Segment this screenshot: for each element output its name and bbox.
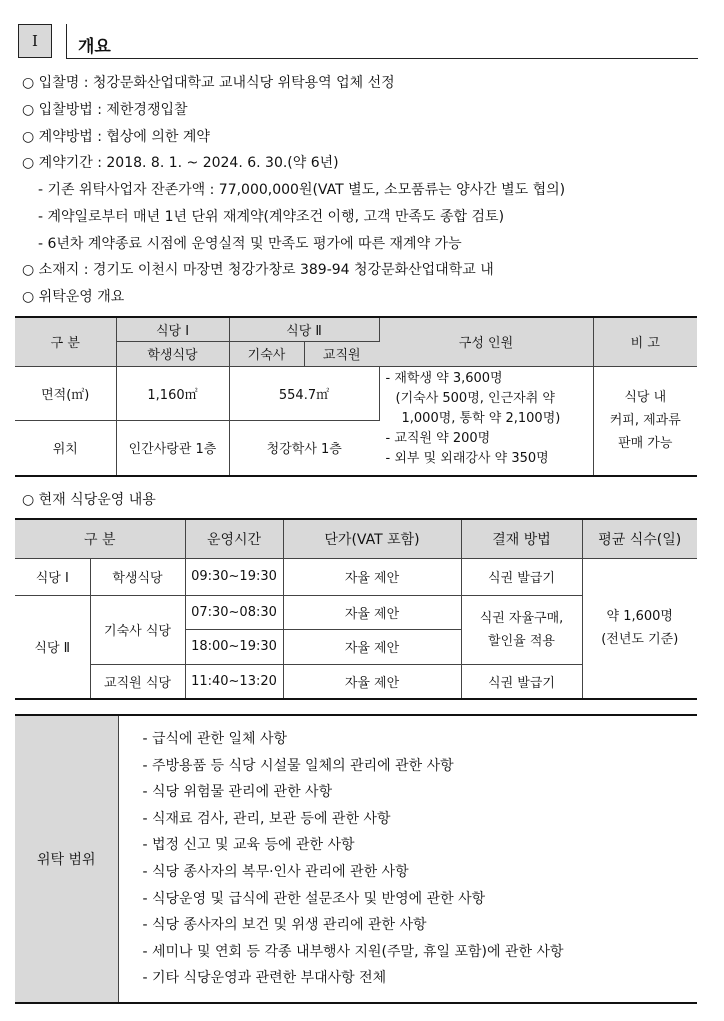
location-cafeteria-1: 인간사랑관 1층	[116, 420, 229, 476]
scope-item: - 급식에 관한 일체 사항	[142, 731, 288, 747]
bid-method-line: ○ 입찰방법 : 제한경쟁입찰	[22, 102, 188, 118]
scope-item: - 식재료 검사, 관리, 보관 등에 관한 사항	[142, 810, 391, 827]
ops-staff-cafeteria: 교직원 식당	[90, 664, 185, 699]
ops-hours-dorm-morning: 07:30~08:30	[185, 595, 283, 629]
residual-value-line: - 기존 위탁사업자 잔존가액 : 77,000,000원(VAT 별도, 소모품류는 양사간 별도 협의)	[38, 182, 566, 198]
ops-hours-student: 09:30~19:30	[185, 558, 283, 595]
ops-average-value: 약 1,600명	[606, 609, 673, 625]
note-cell	[593, 366, 697, 476]
operations-table	[15, 518, 697, 700]
ops-header-payment: 결재 방법	[461, 519, 582, 558]
members-students-detail-1: (기숙사 500명, 인근자취 약	[395, 390, 555, 406]
ops-payment-staff: 식권 발급기	[461, 664, 582, 699]
members-students-detail-2: 1,000명, 통학 약 2,100명)	[401, 410, 561, 426]
header-staff: 교직원	[304, 341, 379, 366]
scope-item: - 식당 종사자의 복무·인사 관리에 관한 사항	[142, 863, 409, 880]
scope-item: - 주방용품 등 식당 시설물 일체의 관리에 관한 사항	[142, 757, 454, 774]
scope-item: - 식당운영 및 급식에 관한 설문조사 및 반영에 관한 사항	[142, 890, 486, 907]
ops-cafeteria-2: 식당 Ⅱ	[15, 595, 90, 699]
scope-label: 위탁 범위	[15, 715, 118, 1003]
header-student-cafeteria: 학생식당	[116, 341, 229, 366]
header-cafeteria-1: 식당 Ⅰ	[116, 317, 229, 341]
area-cafeteria-2: 554.7㎡	[229, 366, 379, 420]
bid-name-line: ○ 입찰명 : 청강문화산업대학교 교내식당 위탁용역 업체 선정	[22, 75, 395, 91]
ops-payment-dorm-line-1: 식권 자율구매,	[479, 610, 564, 626]
members-external: - 외부 및 외래강사 약 350명	[385, 450, 549, 466]
header-category: 구 분	[15, 317, 116, 366]
ops-hours-staff: 11:40~13:20	[185, 664, 283, 699]
ops-average-cell	[582, 558, 697, 699]
scope-item: - 기타 식당운영과 관련한 부대사항 전체	[142, 970, 387, 987]
contract-period-line: ○ 계약기간 : 2018. 8. 1. ~ 2024. 6. 30.(약 6년)	[22, 155, 339, 171]
ops-cafeteria-1: 식당 Ⅰ	[15, 558, 90, 595]
renewal-line: - 계약일로부터 매년 1년 단위 재계약(계약조건 이행, 고객 만족도 종합 검토)	[38, 209, 505, 225]
note-line-3: 판매 가능	[618, 436, 673, 452]
contract-method-line: ○ 계약방법 : 협상에 의한 계약	[22, 129, 210, 145]
operation-overview-heading: ○ 위탁운영 개요	[22, 289, 125, 305]
ops-payment-dorm	[461, 595, 582, 664]
area-cafeteria-1: 1,160㎡	[116, 366, 229, 420]
ops-price-student: 자율 제안	[283, 558, 461, 595]
section-title: 개요	[78, 37, 111, 57]
scope-table	[15, 714, 697, 1004]
section-number: Ⅰ	[18, 24, 52, 58]
location-line: ○ 소재지 : 경기도 이천시 마장면 청강가창로 389-94 청강문화산업대학교 내	[22, 262, 494, 278]
ops-header-price: 단가(VAT 포함)	[283, 519, 461, 558]
ops-student-cafeteria: 학생식당	[90, 558, 185, 595]
ops-average-basis: (전년도 기준)	[601, 632, 679, 648]
scope-item: - 세미나 및 연회 등 각종 내부행사 지원(주말, 휴일 포함)에 관한 사항	[142, 943, 564, 960]
current-operations-heading: ○ 현재 식당운영 내용	[22, 492, 156, 508]
header-members: 구성 인원	[379, 317, 593, 366]
ops-price-dorm-morning: 자율 제안	[283, 595, 461, 629]
header-cafeteria-2: 식당 Ⅱ	[229, 317, 379, 341]
scope-item: - 법정 신고 및 교육 등에 관한 사항	[142, 837, 355, 854]
ops-dorm-cafeteria: 기숙사 식당	[90, 595, 185, 664]
members-students: - 재학생 약 3,600명	[385, 370, 503, 386]
ops-payment-dorm-line-2: 할인율 적용	[488, 633, 555, 649]
note-line-1: 식당 내	[624, 390, 667, 406]
scope-list	[118, 715, 697, 1003]
location-label: 위치	[15, 420, 116, 476]
scope-item: - 식당 위험물 관리에 관한 사항	[142, 784, 333, 801]
area-label: 면적(㎡)	[15, 366, 116, 420]
header-dorm: 기숙사	[229, 341, 304, 366]
overview-table	[15, 316, 697, 477]
section-header-bar	[66, 24, 698, 59]
ops-price-staff: 자율 제안	[283, 664, 461, 699]
ops-header-hours: 운영시간	[185, 519, 283, 558]
members-staff: - 교직원 약 200명	[385, 430, 491, 446]
note-line-2: 커피, 제과류	[609, 413, 681, 429]
ops-header-average: 평균 식수(일)	[582, 519, 697, 558]
location-cafeteria-2: 청강학사 1층	[229, 420, 379, 476]
ops-payment-student: 식권 발급기	[461, 558, 582, 595]
ops-hours-dorm-evening: 18:00~19:30	[185, 629, 283, 664]
ops-header-category: 구 분	[15, 519, 185, 558]
header-note: 비 고	[593, 317, 697, 366]
sixth-year-line: - 6년차 계약종료 시점에 운영실적 및 만족도 평가에 따른 재계약 가능	[38, 236, 462, 252]
members-cell	[379, 366, 593, 476]
ops-price-dorm-evening: 자율 제안	[283, 629, 461, 664]
scope-item: - 식당 종사자의 보건 및 위생 관리에 관한 사항	[142, 917, 427, 934]
